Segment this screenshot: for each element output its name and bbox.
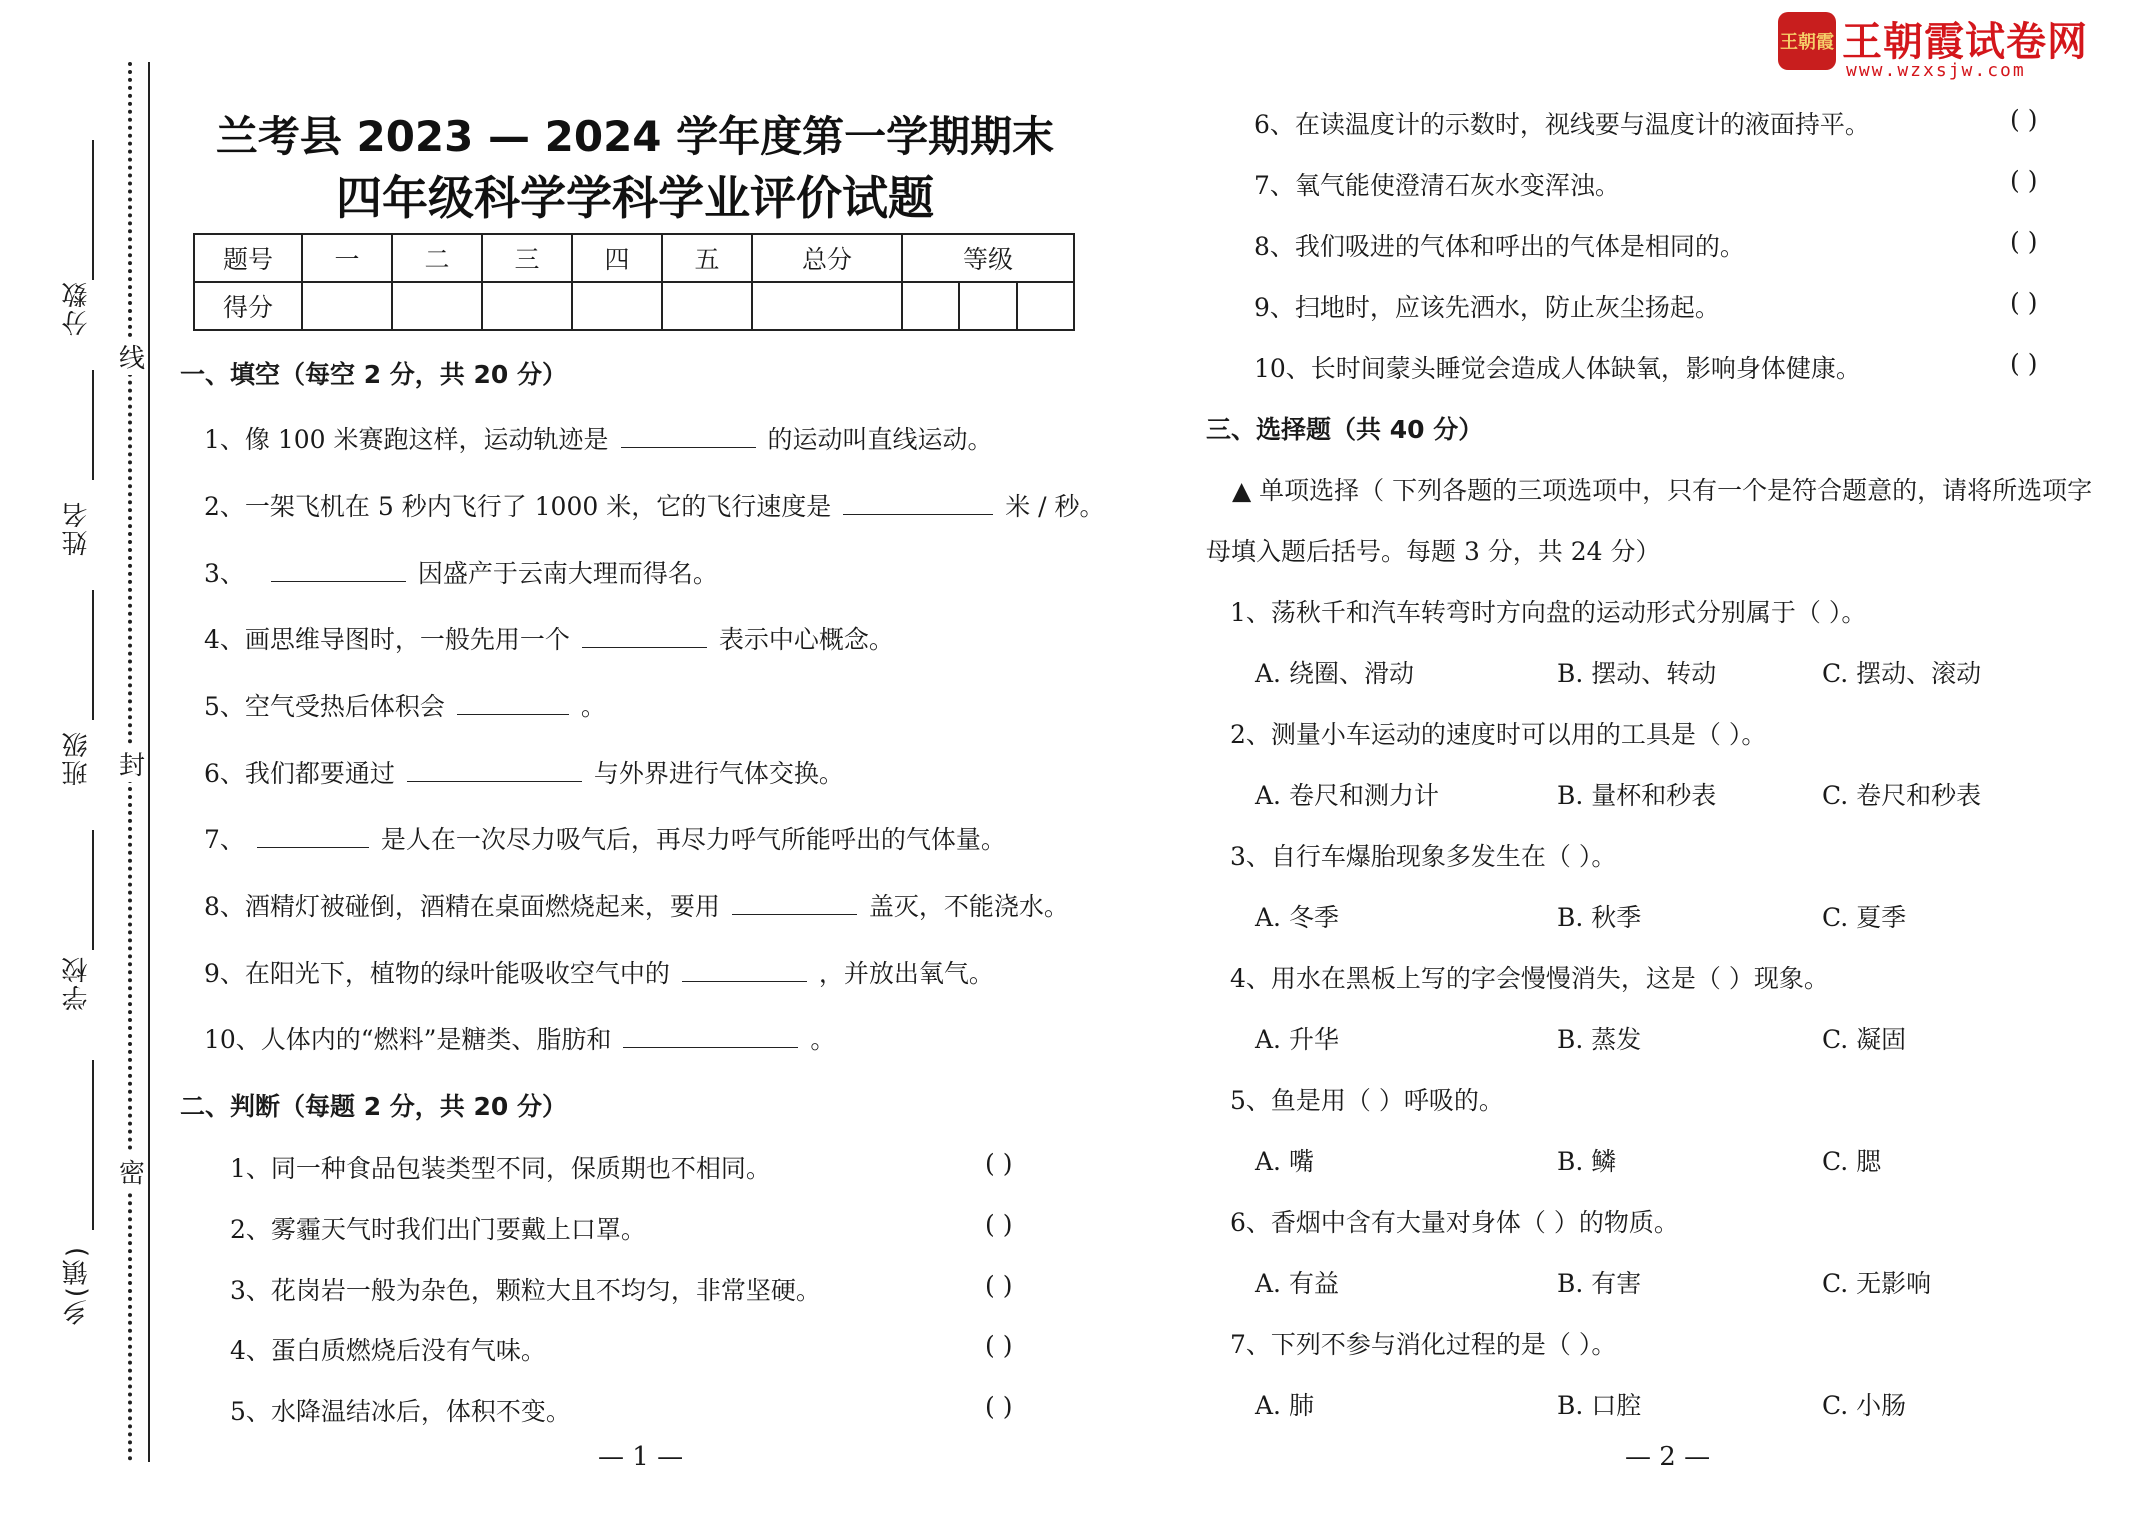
fill-q6-blank[interactable] [407, 757, 582, 782]
choice-q5-option-c[interactable]: C. 腮 [1822, 1147, 1882, 1176]
choice-q7-option-b[interactable]: B. 口腔 [1557, 1391, 1642, 1420]
choice-q4-option-c[interactable]: C. 凝固 [1822, 1025, 1907, 1054]
cell-score-label: 得分 [194, 282, 302, 330]
fill-q3-pre: 3、 [204, 559, 245, 588]
judge-answer-9[interactable]: ( ) [2010, 288, 2038, 317]
blank-line-score [92, 140, 94, 280]
section1-heading: 一、填空（每空 2 分，共 20 分） [180, 360, 568, 389]
cell-section-2: 二 [392, 234, 482, 282]
fill-question-7 [204, 820, 1006, 856]
fill-q7-blank[interactable] [257, 823, 369, 848]
label-class: 班级 [62, 730, 92, 786]
fill-q8-blank[interactable] [732, 890, 857, 915]
fill-q6-pre: 6、我们都要通过 [204, 759, 395, 788]
label-name: 姓名 [62, 500, 92, 556]
choice-q2-option-b[interactable]: B. 量杯和秒表 [1557, 781, 1717, 810]
choice-q1-option-a[interactable]: A. 绕圈、滑动 [1255, 659, 1414, 688]
cell-section-5: 五 [662, 234, 752, 282]
judge-question-1: 1、同一种食品包装类型不同，保质期也不相同。 [230, 1154, 771, 1183]
choice-q7-option-a[interactable]: A. 肺 [1255, 1391, 1314, 1420]
choice-question-3: 3、自行车爆胎现象多发生在（ ）。 [1230, 842, 1617, 871]
judge-question-4: 4、蛋白质燃烧后没有气味。 [230, 1336, 546, 1365]
cell-section-1: 一 [302, 234, 392, 282]
section3-heading: 三、选择题（共 40 分） [1206, 415, 1484, 444]
fill-q6-post: 与外界进行气体交换。 [593, 759, 844, 788]
fill-q7-post: 是人在一次尽力吸气后，再尽力呼气所能呼出的气体量。 [380, 825, 1006, 854]
judge-question-6: 6、在读温度计的示数时，视线要与温度计的液面持平。 [1254, 110, 1870, 139]
blank-line-name [92, 370, 94, 480]
fill-q3-post: 因盛产于云南大理而得名。 [417, 559, 718, 588]
cell-section-4: 四 [572, 234, 662, 282]
fill-q2-pre: 2、一架飞机在 5 秒内飞行了 1000 米，它的飞行速度是 [204, 492, 832, 521]
choice-q5-option-a[interactable]: A. 嘴 [1255, 1147, 1314, 1176]
choice-q6-option-b[interactable]: B. 有害 [1557, 1269, 1642, 1298]
choice-q3-option-b[interactable]: B. 秋季 [1557, 903, 1642, 932]
fill-q8-post: 盖灭，不能浇水。 [868, 892, 1069, 921]
fill-question-4 [204, 620, 894, 656]
fill-q7-pre: 7、 [204, 825, 245, 854]
judge-answer-4[interactable]: ( ) [985, 1331, 1013, 1360]
seal-char-seal: 封 [118, 745, 146, 782]
fill-question-10 [204, 1020, 835, 1056]
cell-grade-a[interactable] [902, 282, 959, 330]
logo-url: www.wzxsjw.com [1846, 60, 2026, 81]
judge-answer-7[interactable]: ( ) [2010, 166, 2038, 195]
choice-q7-option-c[interactable]: C. 小肠 [1822, 1391, 1907, 1420]
fill-q3-blank[interactable] [271, 557, 406, 582]
cell-score-3[interactable] [482, 282, 572, 330]
choice-q1-option-b[interactable]: B. 摆动、转动 [1557, 659, 1717, 688]
cell-score-1[interactable] [302, 282, 392, 330]
judge-answer-8[interactable]: ( ) [2010, 227, 2038, 256]
choice-question-5: 5、鱼是用（ ）呼吸的。 [1230, 1086, 1504, 1115]
fill-q5-pre: 5、空气受热后体积会 [204, 692, 445, 721]
choice-q6-option-a[interactable]: A. 有益 [1255, 1269, 1339, 1298]
cell-section-3: 三 [482, 234, 572, 282]
section3-instruction-line2: 母填入题后括号。每题 3 分，共 24 分） [1206, 537, 1661, 566]
choice-q3-option-a[interactable]: A. 冬季 [1255, 903, 1339, 932]
choice-question-1: 1、荡秋千和汽车转弯时方向盘的运动形式分别属于（ ）。 [1230, 598, 1867, 627]
judge-question-7: 7、氧气能使澄清石灰水变浑浊。 [1254, 171, 1620, 200]
choice-q4-option-b[interactable]: B. 蒸发 [1557, 1025, 1642, 1054]
judge-answer-2[interactable]: ( ) [985, 1210, 1013, 1239]
fill-q9-post: ，并放出氧气。 [818, 959, 994, 988]
fill-q4-pre: 4、画思维导图时，一般先用一个 [204, 625, 570, 654]
fill-question-3 [204, 554, 718, 590]
judge-answer-6[interactable]: ( ) [2010, 105, 2038, 134]
choice-question-6: 6、香烟中含有大量对身体（ ）的物质。 [1230, 1208, 1679, 1237]
blank-line-town [92, 1060, 94, 1230]
choice-q3-option-c[interactable]: C. 夏季 [1822, 903, 1907, 932]
page-number-right: — 2 — [1625, 1442, 1711, 1472]
seal-char-secret: 密 [118, 1153, 146, 1190]
choice-q2-option-c[interactable]: C. 卷尺和秒表 [1822, 781, 1982, 810]
cell-grade: 等级 [902, 234, 1074, 282]
fill-question-6 [204, 754, 844, 790]
cell-question-no: 题号 [194, 234, 302, 282]
judge-question-2: 2、雾霾天气时我们出门要戴上口罩。 [230, 1215, 646, 1244]
judge-question-9: 9、扫地时，应该先洒水，防止灰尘扬起。 [1254, 293, 1720, 322]
fill-q4-post: 表示中心概念。 [718, 625, 894, 654]
fill-q8-pre: 8、酒精灯被碰倒，酒精在桌面燃烧起来，要用 [204, 892, 720, 921]
choice-q1-option-c[interactable]: C. 摆动、滚动 [1822, 659, 1982, 688]
cell-total: 总分 [752, 234, 902, 282]
fill-q5-post: 。 [580, 692, 606, 721]
score-table-header-row [194, 234, 1074, 282]
choice-q5-option-b[interactable]: B. 鳞 [1557, 1147, 1617, 1176]
judge-question-5: 5、水降温结冰后，体积不变。 [230, 1397, 571, 1426]
fill-question-1 [204, 420, 993, 456]
label-town: 乡(镇) [62, 1245, 92, 1326]
choice-q2-option-a[interactable]: A. 卷尺和测力计 [1255, 781, 1439, 810]
logo-text: 王朝霞试卷网 [1842, 19, 2088, 65]
page-number-left: — 1 — [598, 1442, 684, 1472]
fill-q10-blank[interactable] [623, 1023, 798, 1048]
label-school: 学校 [62, 955, 92, 1011]
fill-q5-blank[interactable] [457, 690, 569, 715]
judge-answer-1[interactable]: ( ) [985, 1149, 1013, 1178]
fill-q2-blank[interactable] [843, 490, 993, 515]
judge-question-10: 10、长时间蒙头睡觉会造成人体缺氧，影响身体健康。 [1254, 354, 1861, 383]
score-table [193, 233, 1075, 331]
title-line1: 兰考县 2023 — 2024 学年度第一学期期末 [215, 112, 1055, 161]
fill-q10-post: 。 [810, 1025, 836, 1054]
cell-score-5[interactable] [662, 282, 752, 330]
seal-char-line: 线 [118, 338, 146, 375]
cell-score-2[interactable] [392, 282, 482, 330]
score-table-score-row [194, 282, 1074, 330]
site-logo [1778, 10, 2098, 80]
fill-q9-blank[interactable] [682, 957, 807, 982]
choice-question-4: 4、用水在黑板上写的字会慢慢消失，这是（ ）现象。 [1230, 964, 1829, 993]
judge-answer-10[interactable]: ( ) [2010, 349, 2038, 378]
cell-score-4[interactable] [572, 282, 662, 330]
logo-seal-icon: 王朝霞 [1778, 12, 1836, 70]
fill-q1-pre: 1、像 100 米赛跑这样，运动轨迹是 [204, 425, 609, 454]
choice-question-7: 7、下列不参与消化过程的是（ ）。 [1230, 1330, 1617, 1359]
fill-q1-blank[interactable] [621, 423, 756, 448]
choice-question-2: 2、测量小车运动的速度时可以用的工具是（ ）。 [1230, 720, 1767, 749]
choice-q4-option-a[interactable]: A. 升华 [1255, 1025, 1339, 1054]
choice-q6-option-c[interactable]: C. 无影响 [1822, 1269, 1932, 1298]
blank-line-school [92, 830, 94, 950]
section2-heading: 二、判断（每题 2 分，共 20 分） [180, 1092, 568, 1121]
cell-score-total[interactable] [752, 282, 902, 330]
fill-q2-post: 米 / 秒。 [1005, 492, 1105, 521]
fill-q9-pre: 9、在阳光下，植物的绿叶能吸收空气中的 [204, 959, 670, 988]
fill-question-2 [204, 487, 1105, 523]
title-line2: 四年级科学学科学业评价试题 [336, 171, 934, 225]
cell-grade-b[interactable] [959, 282, 1016, 330]
binding-solid-line [148, 62, 150, 1462]
blank-line-class [92, 590, 94, 720]
judge-answer-5[interactable]: ( ) [985, 1392, 1013, 1421]
fill-question-8 [204, 887, 1069, 923]
label-score: 分数 [62, 280, 92, 336]
fill-question-5 [204, 687, 606, 723]
judge-answer-3[interactable]: ( ) [985, 1271, 1013, 1300]
judge-question-3: 3、花岗岩一般为杂色，颗粒大且不均匀，非常坚硬。 [230, 1276, 821, 1305]
fill-question-9 [204, 954, 994, 990]
cell-grade-c[interactable] [1017, 282, 1074, 330]
fill-q4-blank[interactable] [582, 623, 707, 648]
section3-instruction-line1: ▲ 单项选择（ 下列各题的三项选项中，只有一个是符合题意的，请将所选项字 [1232, 476, 2093, 505]
fill-q1-post: 的运动叫直线运动。 [767, 425, 993, 454]
fill-q10-pre: 10、人体内的“燃料”是糖类、脂肪和 [204, 1025, 612, 1054]
judge-question-8: 8、我们吸进的气体和呼出的气体是相同的。 [1254, 232, 1745, 261]
